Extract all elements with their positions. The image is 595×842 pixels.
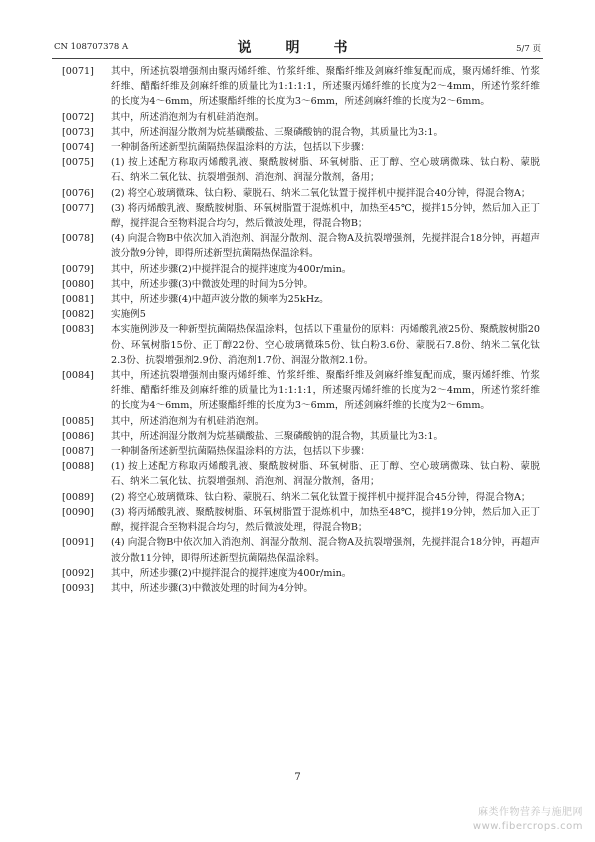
paragraph-number: [0087] [62, 446, 94, 458]
paragraph-text: (2) 将空心玻璃微珠、钛白粉、蒙脱石、纳米二氧化钛置于搅拌机中搅拌混合45分钟，得混合物A； [111, 491, 531, 503]
paragraph-number: [0081] [62, 294, 94, 306]
paragraph-0092 [62, 566, 540, 581]
paragraph-0088 [62, 459, 540, 489]
paragraph-number: [0086] [62, 430, 94, 442]
paragraph-number: [0078] [62, 233, 94, 245]
page-number: 7 [294, 772, 301, 783]
page-indicator: 5/7 页 [516, 44, 541, 54]
paragraph-text: 其中，所述步骤(3)中微波处理的时间为5分钟。 [111, 278, 313, 290]
paragraph-number: [0080] [62, 278, 94, 290]
paragraph-0078 [62, 231, 540, 261]
paragraph-number: [0083] [62, 324, 94, 336]
paragraph-0071 [62, 64, 540, 110]
paragraph-0090 [62, 505, 540, 535]
paragraph-0076 [62, 186, 540, 201]
paragraph-number: [0076] [62, 187, 94, 199]
paragraph-text: (2) 将空心玻璃微珠、钛白粉、蒙脱石、纳米二氧化钛置于搅拌机中搅拌混合40分钟，得混合物A； [111, 187, 531, 199]
document-title: 说 明 书 [237, 40, 358, 56]
paragraph-text: (3) 将丙烯酸乳液、聚酰胺树脂、环氧树脂置于混炼机中，加热至45℃，搅拌15分钟，然后加入正丁醇，搅拌混合至物料混合均匀，然后微波处理，得混合物B； [111, 202, 540, 230]
paragraph-0082 [62, 307, 540, 322]
paragraph-text: 其中，所述抗裂增强剂由聚丙烯纤维、竹浆纤维、聚酯纤维及剑麻纤维复配而成，聚丙烯纤维、竹浆纤维、醋酯纤维及剑麻纤维的质量比为1:1:1:1，所述聚丙烯纤维的长度为2～4mm，所述竹浆纤维的长度为4～6mm，所述聚酯纤维的长度为3～6mm，所述剑麻纤维的长度为2～6mm。 [111, 66, 540, 108]
paragraph-number: [0077] [62, 202, 94, 214]
paragraph-number: [0071] [62, 66, 94, 77]
paragraph-text: 其中，所述步骤(3)中微波处理的时间为4分钟。 [111, 582, 313, 594]
paragraph-0091 [62, 535, 540, 565]
paragraph-number: [0090] [62, 506, 94, 518]
paragraph-text: (3) 将丙烯酸乳液、聚酰胺树脂、环氧树脂置于混炼机中，加热至48℃，搅拌19分钟，然后加入正丁醇，搅拌混合至物料混合均匀，然后微波处理，得混合物B； [111, 506, 540, 534]
paragraph-text: 其中，所述步骤(2)中搅拌混合的搅拌速度为400r/min。 [111, 263, 352, 275]
watermark-url: www.fibercrops.com [472, 821, 583, 832]
paragraph-0074 [62, 140, 540, 155]
paragraph-number: [0073] [62, 126, 94, 138]
paragraph-number: [0088] [62, 461, 94, 473]
paragraph-text: 一种制备所述新型抗菌隔热保温涂料的方法，包括以下步骤： [111, 142, 371, 154]
paragraph-0077 [62, 201, 540, 231]
paragraph-number: [0075] [62, 157, 94, 169]
paragraph-text: 本实施例涉及一种新型抗菌隔热保温涂料，包括以下重量份的原料：丙烯酸乳液25份、聚酰胺树脂20份、环氧树脂15份、正丁醇22份、空心玻璃微珠5份、钛白粉3.6份、蒙脱石7.8份、纳米二氧化钛2.3份、抗裂增强剂2.9份、消泡剂1.7份、润湿分散剂2.1份。 [111, 324, 540, 366]
page-header [52, 36, 543, 59]
paragraph-text: 其中，所述润湿分散剂为烷基磺酸盐、三聚磷酸钠的混合物，其质量比为3:1。 [111, 430, 444, 442]
paragraph-number: [0089] [62, 491, 94, 503]
paragraph-text: 其中，所述润湿分散剂为烷基磺酸盐、三聚磷酸钠的混合物，其质量比为3:1。 [111, 126, 444, 138]
paragraph-0080 [62, 277, 540, 292]
paragraph-text: (1) 按上述配方称取丙烯酸乳液、聚酰胺树脂、环氧树脂、正丁醇、空心玻璃微珠、钛白粉、蒙脱石、纳米二氧化钛、抗裂增强剂、消泡剂、润湿分散剂，备用； [111, 157, 540, 184]
section-heading: 实施例5 [111, 309, 146, 321]
description-body [62, 64, 540, 596]
paragraph-0086 [62, 429, 540, 444]
paragraph-0075 [62, 155, 540, 185]
paragraph-0073 [62, 125, 540, 140]
patent-number: CN 108707378 A [54, 42, 129, 52]
paragraph-number: [0092] [62, 567, 94, 579]
paragraph-number: [0072] [62, 111, 94, 123]
paragraph-0085 [62, 414, 540, 429]
paragraph-number: [0093] [62, 582, 94, 594]
paragraph-0087 [62, 444, 540, 459]
paragraph-text: 其中，所述消泡剂为有机硅消泡剂。 [111, 111, 265, 123]
paragraph-0079 [62, 262, 540, 277]
paragraph-0083 [62, 322, 540, 368]
paragraph-0093 [62, 581, 540, 596]
paragraph-text: (1) 按上述配方称取丙烯酸乳液、聚酰胺树脂、环氧树脂、正丁醇、空心玻璃微珠、钛白粉、蒙脱石、纳米二氧化钛、抗裂增强剂、消泡剂、润湿分散剂，备用； [111, 461, 540, 488]
paragraph-number: [0082] [62, 309, 94, 321]
paragraph-text: 一种制备所述新型抗菌隔热保温涂料的方法，包括以下步骤： [111, 446, 371, 458]
site-watermark [473, 806, 583, 834]
paragraph-0089 [62, 490, 540, 505]
paragraph-text: 其中，所述步骤(4)中超声波分散的频率为25kHz。 [111, 294, 329, 306]
paragraph-number: [0074] [62, 142, 94, 154]
paragraph-text: 其中，所述抗裂增强剂由聚丙烯纤维、竹浆纤维、聚酯纤维及剑麻纤维复配而成，聚丙烯纤维、竹浆纤维、醋酯纤维及剑麻纤维的质量比为1:1:1:1，所述聚丙烯纤维的长度为2～4mm，所述竹浆纤维的长度为4～6mm，所述聚酯纤维的长度为3～6mm，所述剑麻纤维的长度为2～6mm。 [111, 370, 540, 412]
paragraph-0081 [62, 292, 540, 307]
watermark-site-name: 麻类作物营养与施肥网 [478, 807, 583, 818]
paragraph-0072 [62, 110, 540, 125]
paragraph-text: 其中，所述步骤(2)中搅拌混合的搅拌速度为400r/min。 [111, 567, 352, 579]
paragraph-number: [0091] [62, 537, 94, 549]
paragraph-text: (4) 向混合物B中依次加入消泡剂、润湿分散剂、混合物A及抗裂增强剂，先搅拌混合18分钟，再超声波分散11分钟，即得所述新型抗菌隔热保温涂料。 [111, 537, 540, 564]
paragraph-number: [0084] [62, 370, 94, 382]
paragraph-number: [0085] [62, 415, 94, 427]
paragraph-text: 其中，所述消泡剂为有机硅消泡剂。 [111, 415, 265, 427]
paragraph-number: [0079] [62, 263, 94, 275]
paragraph-0084 [62, 368, 540, 414]
paragraph-text: (4) 向混合物B中依次加入消泡剂、润湿分散剂、混合物A及抗裂增强剂，先搅拌混合18分钟，再超声波分散9分钟，即得所述新型抗菌隔热保温涂料。 [111, 233, 540, 260]
